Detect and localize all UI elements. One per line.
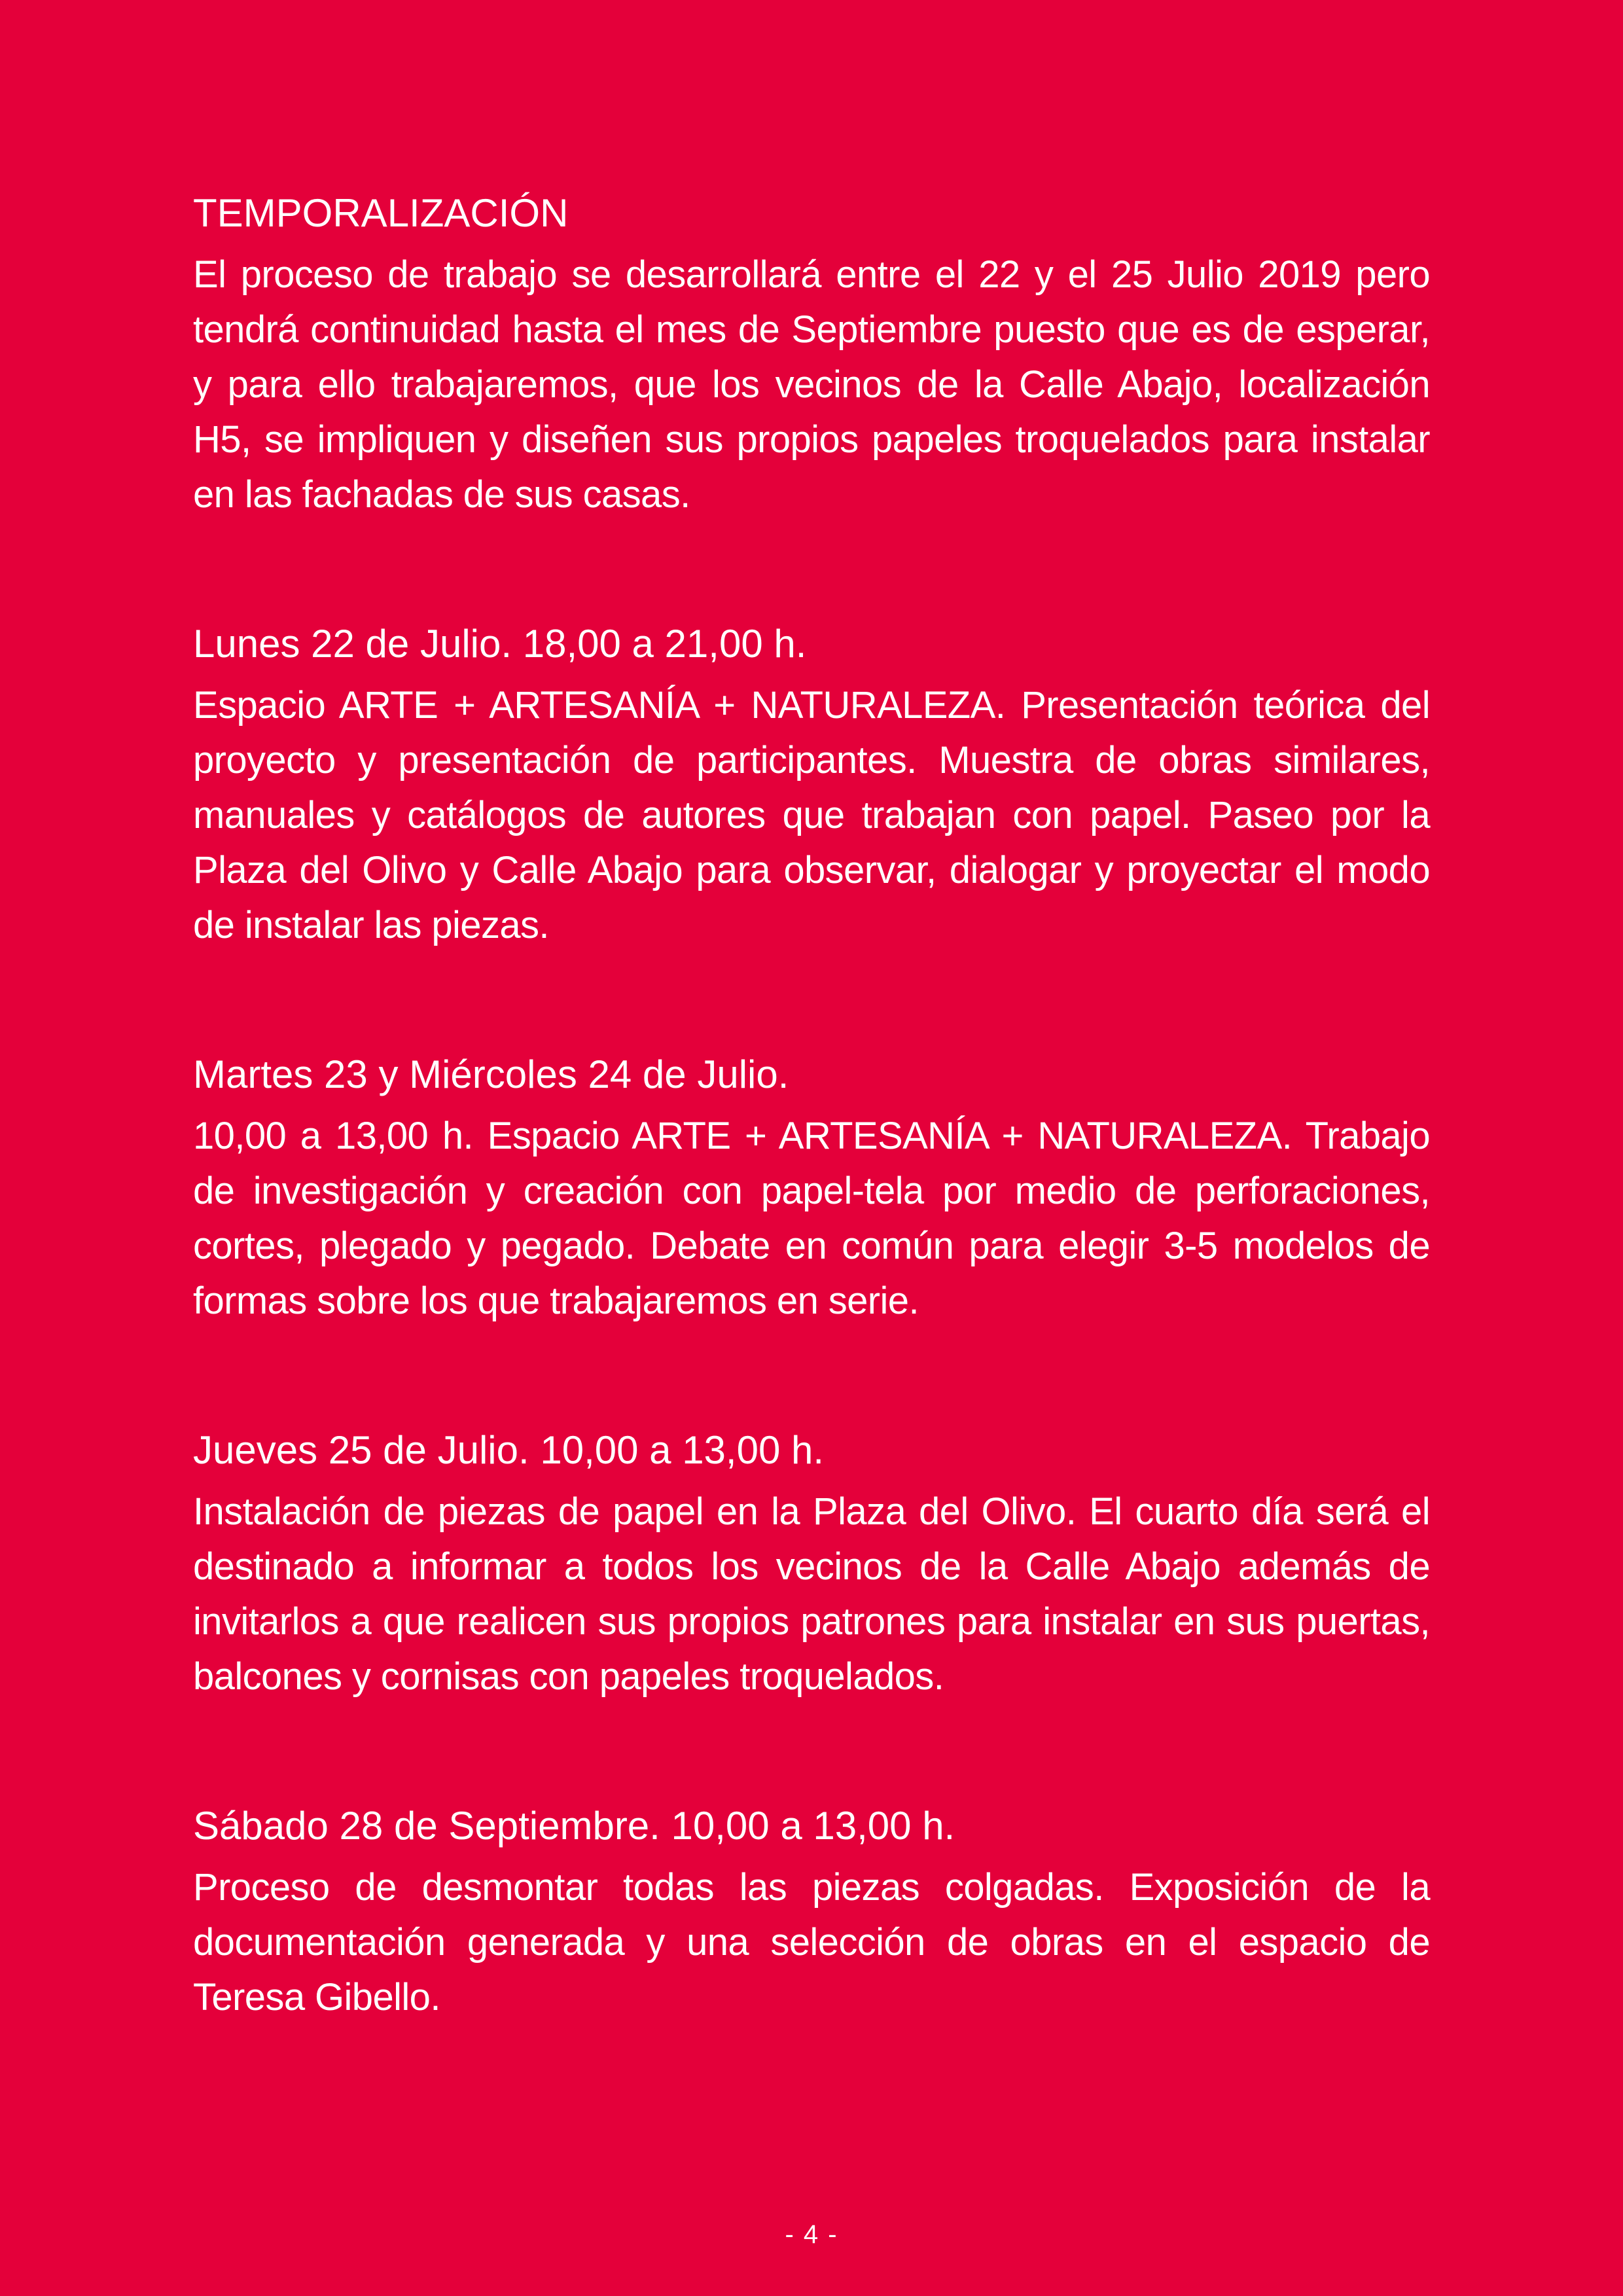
section-heading: TEMPORALIZACIÓN <box>193 191 569 235</box>
section-heading: Sábado 28 de Septiembre. 10,00 a 13,00 h. <box>193 1804 955 1848</box>
section-paragraph: Espacio ARTE + ARTESANÍA + NATURALEZA. Presentación teórica del proyecto y presentación de participantes. Muestra de obras similares, manuales y catálogos de autores que trabajan con papel. Paseo por la Plaza del Olivo y Calle Abajo para observar, dialogar y proyectar el modo de instalar las piezas. <box>193 684 1430 946</box>
section-paragraph: Proceso de desmontar todas las piezas colgadas. Exposición de la documentación generada y una selección de obras en el espacio de Teresa Gibello. <box>193 1866 1430 2018</box>
section-paragraph: 10,00 a 13,00 h. Espacio ARTE + ARTESANÍA + NATURALEZA. Trabajo de investigación y creación con papel-tela por medio de perforaciones, cortes, plegado y pegado. Debate en común para elegir 3-5 modelos de formas sobre los que trabajaremos en serie. <box>193 1115 1430 1322</box>
section-paragraph: El proceso de trabajo se desarrollará entre el 22 y el 25 Julio 2019 pero tendrá continuidad hasta el mes de Septiembre puesto que es de esperar, y para ello trabajaremos, que los vecinos de la Calle Abajo, localización H5, se impliquen y diseñen sus propios papeles troquelados para instalar en las fachadas de sus casas. <box>193 253 1430 516</box>
section-heading: Jueves 25 de Julio. 10,00 a 13,00 h. <box>193 1428 825 1472</box>
section-paragraph: Instalación de piezas de papel en la Plaza del Olivo. El cuarto día será el destinado a informar a todos los vecinos de la Calle Abajo además de invitarlos a que realicen sus propios patrones para instalar en sus puertas, balcones y cornisas con papeles troquelados. <box>193 1490 1430 1698</box>
section-heading: Martes 23 y Miércoles 24 de Julio. <box>193 1052 789 1096</box>
section-heading: Lunes 22 de Julio. 18,00 a 21,00 h. <box>193 622 807 666</box>
section-temporalizacion <box>193 190 1430 522</box>
section-jueves-25 <box>193 1427 1430 1704</box>
section-lunes-22 <box>193 620 1430 953</box>
section-sabado-28 <box>193 1803 1430 2025</box>
page-number: - 4 - <box>785 2220 838 2249</box>
section-martes-miercoles <box>193 1051 1430 1329</box>
document-page <box>193 190 1430 2025</box>
